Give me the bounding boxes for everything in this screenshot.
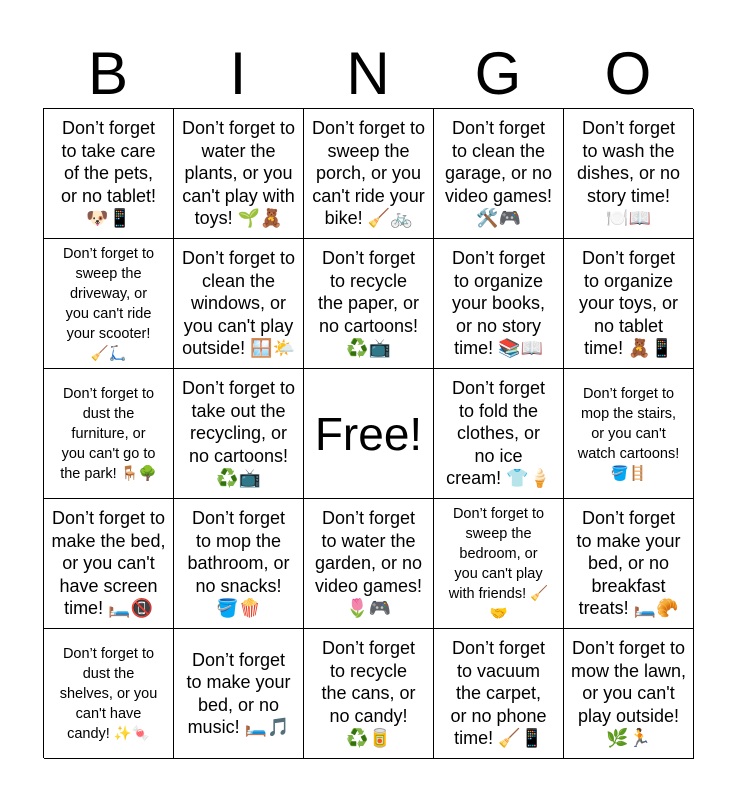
bingo-cell[interactable] <box>434 239 564 369</box>
cell-text: Don’t forget to clean the windows, or you can't play outside! 🪟🌤️ <box>181 248 296 359</box>
bingo-cell[interactable] <box>44 369 174 499</box>
bingo-cell[interactable] <box>434 109 564 239</box>
bingo-cell[interactable] <box>564 109 694 239</box>
bingo-cell[interactable] <box>564 239 694 369</box>
cell-text: Don’t forget to take care of the pets, or no tablet! 🐶📱 <box>60 118 157 229</box>
cell-text: Don’t forget to fold the clothes, or no ice cream! 👕🍦 <box>446 378 551 489</box>
bingo-cell[interactable] <box>304 499 434 629</box>
bingo-cell[interactable] <box>434 369 564 499</box>
cell-text: Don’t forget to wash the dishes, or no story time! 🍽️📖 <box>576 118 681 229</box>
cell-text: Don’t forget to dust the shelves, or you can't have candy! ✨🍬 <box>59 645 158 742</box>
cell-text: Don’t forget to recycle the paper, or no cartoons! ♻️📺 <box>317 248 420 359</box>
bingo-cell[interactable] <box>174 629 304 759</box>
cell-text: Don’t forget to clean the garage, or no video games! 🛠️🎮 <box>444 118 553 229</box>
bingo-cell[interactable] <box>174 109 304 239</box>
cell-text: Don’t forget to water the garden, or no video games! 🌷🎮 <box>314 508 423 619</box>
cell-text: Don’t forget to mop the stairs, or you can't watch cartoons! 🪣🪜 <box>577 385 680 482</box>
free-space[interactable] <box>304 369 434 499</box>
bingo-cell[interactable] <box>304 629 434 759</box>
bingo-cell[interactable] <box>44 109 174 239</box>
cell-text: Don’t forget to mow the lawn, or you can't play outside! 🌿🏃 <box>570 638 687 749</box>
free-space-label: Free! <box>314 407 423 460</box>
bingo-cell[interactable] <box>564 629 694 759</box>
cell-text: Don’t forget to water the plants, or you can't play with toys! 🌱🧸 <box>181 118 296 229</box>
cell-text: Don’t forget to sweep the porch, or you can't ride your bike! 🧹🚲 <box>311 118 426 229</box>
cell-text: Don’t forget to recycle the cans, or no candy! ♻️🥫 <box>321 638 416 749</box>
bingo-cell[interactable] <box>304 239 434 369</box>
cell-text: Don’t forget to make your bed, or no music! 🛏️🎵 <box>186 649 291 737</box>
cell-text: Don’t forget to sweep the driveway, or you can't ride your scooter! 🧹🛴 <box>62 245 155 362</box>
bingo-cell[interactable] <box>174 369 304 499</box>
bingo-cell[interactable] <box>44 499 174 629</box>
bingo-cell[interactable] <box>434 629 564 759</box>
cell-text: Don’t forget to mop the bathroom, or no snacks! 🪣🍿 <box>187 508 290 619</box>
bingo-header <box>43 40 693 108</box>
cell-text: Don’t forget to vacuum the carpet, or no phone time! 🧹📱 <box>450 638 547 749</box>
header-letter-b: B <box>87 40 129 107</box>
bingo-cell[interactable] <box>44 629 174 759</box>
cell-text: Don’t forget to dust the furniture, or you can't go to the park! 🪑🌳 <box>60 385 157 482</box>
header-letter-i: I <box>229 40 247 107</box>
header-letter-n: N <box>346 40 390 107</box>
bingo-cell[interactable] <box>44 239 174 369</box>
header-letter-g: G <box>474 40 522 107</box>
cell-text: Don’t forget to make the bed, or you can't have screen time! 🛏️📵 <box>51 508 166 619</box>
bingo-grid <box>43 108 693 758</box>
bingo-cell[interactable] <box>174 239 304 369</box>
cell-text: Don’t forget to sweep the bedroom, or you can't play with friends! 🧹 🤝 <box>448 505 549 622</box>
bingo-cell[interactable] <box>304 109 434 239</box>
bingo-cell[interactable] <box>564 369 694 499</box>
cell-text: Don’t forget to take out the recycling, or no cartoons! ♻️📺 <box>181 378 296 489</box>
cell-text: Don’t forget to organize your books, or no story time! 📚📖 <box>451 248 546 359</box>
cell-text: Don’t forget to make your bed, or no breakfast treats! 🛏️🥐 <box>576 508 681 619</box>
bingo-cell[interactable] <box>434 499 564 629</box>
bingo-cell[interactable] <box>564 499 694 629</box>
cell-text: Don’t forget to organize your toys, or no tablet time! 🧸📱 <box>578 248 679 359</box>
bingo-cell[interactable] <box>174 499 304 629</box>
header-letter-o: O <box>604 40 652 107</box>
